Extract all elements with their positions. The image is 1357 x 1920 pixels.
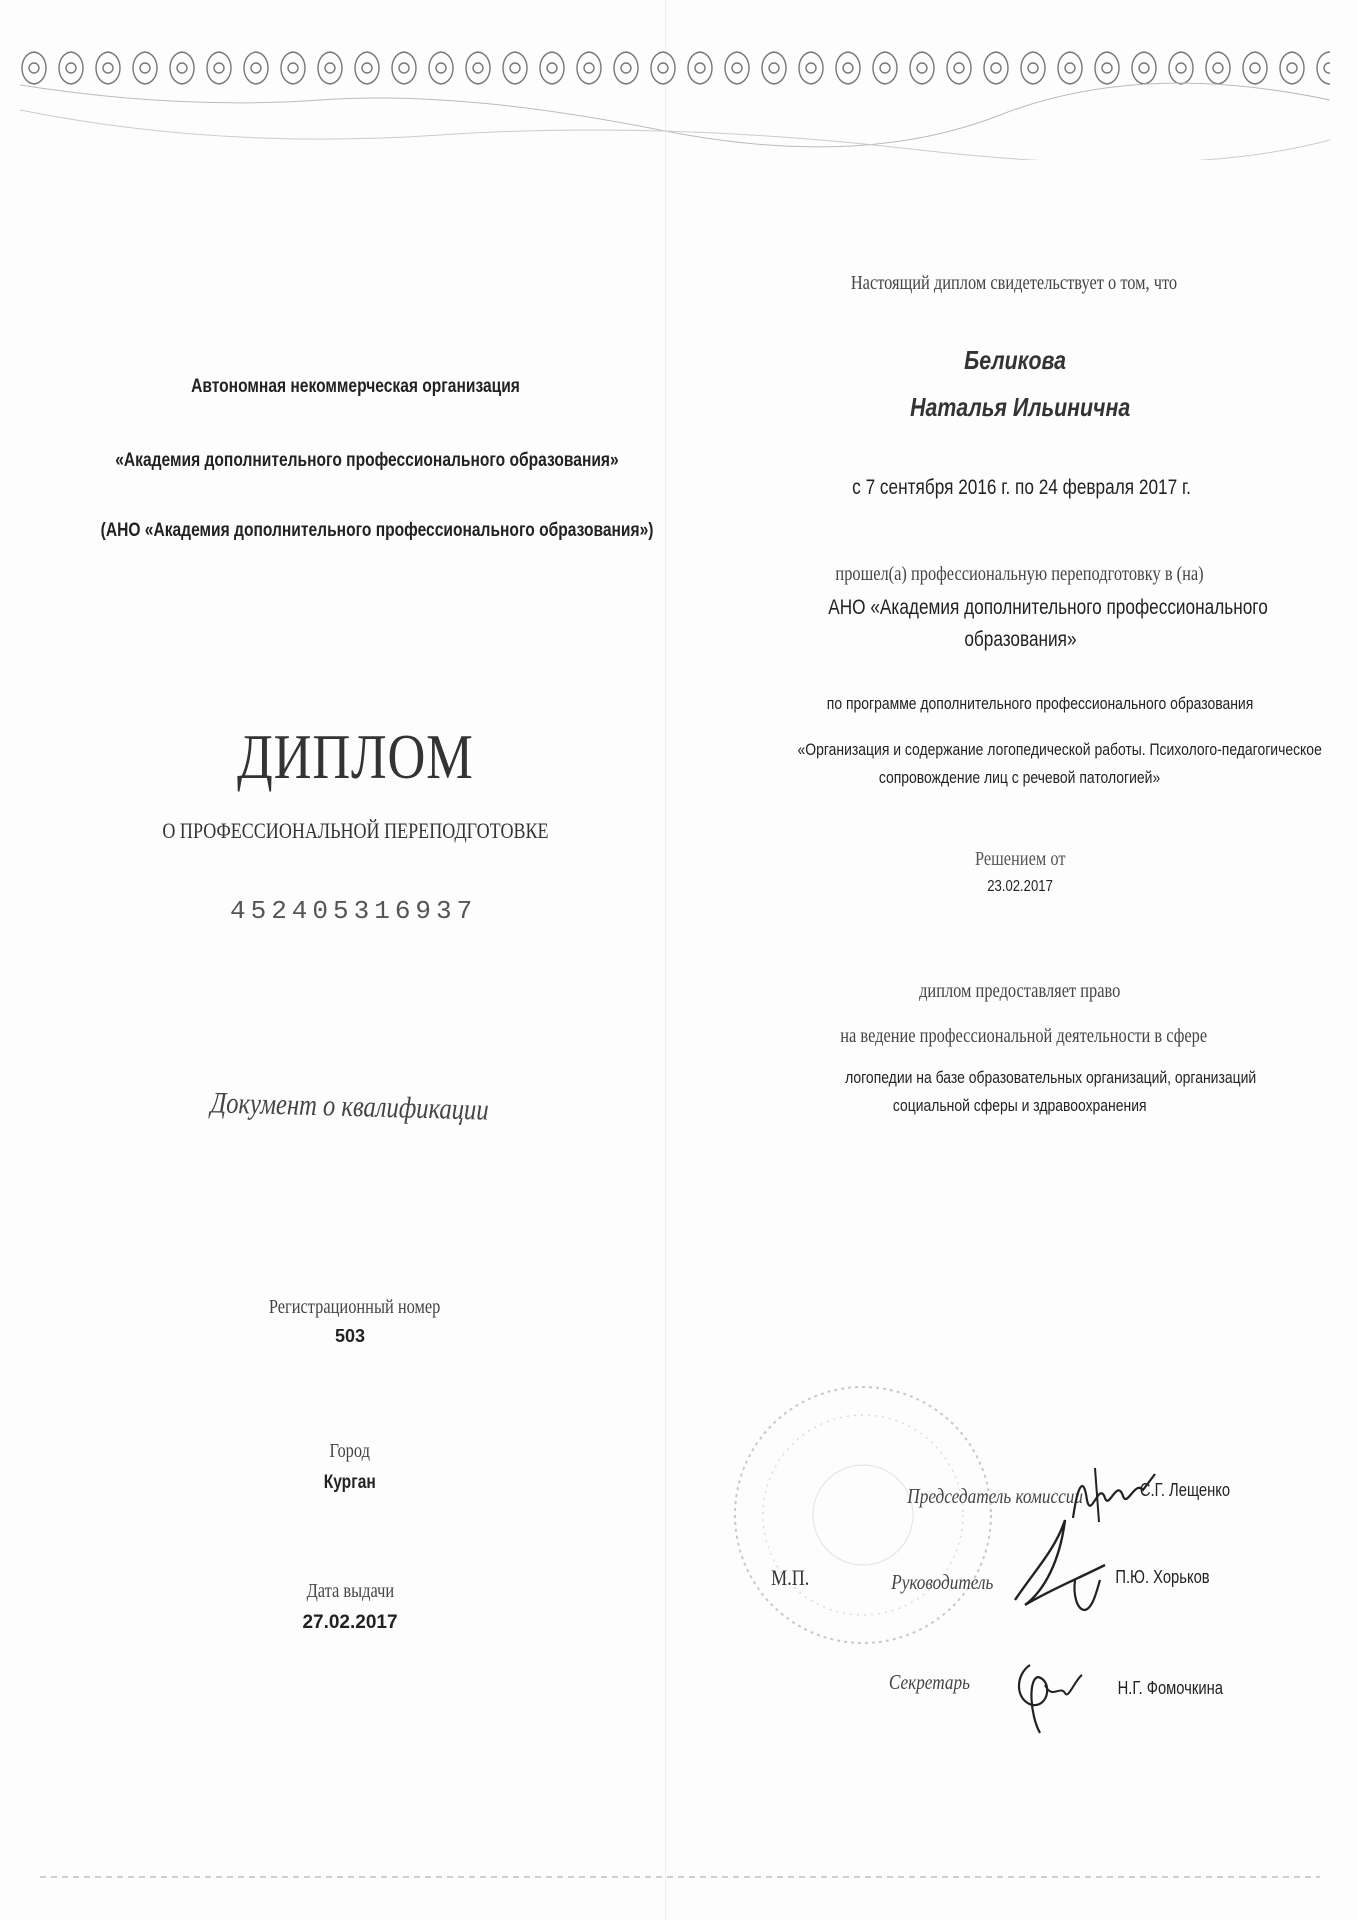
ornament-motif	[1169, 52, 1193, 84]
program-label: по программе дополнительного профессионального образования	[826, 694, 1254, 713]
ornament-motif	[873, 52, 897, 84]
ornament-motif	[762, 52, 786, 84]
ornament-motif	[725, 52, 749, 84]
ornament-motif-center	[991, 63, 1001, 73]
fold-line	[665, 0, 666, 1920]
ornament-motif-center	[732, 63, 742, 73]
ornament-motif	[799, 52, 823, 84]
holder-surname: Беликова	[964, 345, 1066, 375]
ornament-motif-center	[769, 63, 779, 73]
ornament-motif-center	[1287, 63, 1297, 73]
ornament-motif-center	[880, 63, 890, 73]
ornament-motif	[910, 52, 934, 84]
ornament-motif	[96, 52, 120, 84]
ornament-motif-center	[29, 63, 39, 73]
registration-number: 503	[334, 1326, 366, 1346]
holder-given-names: Наталья Ильинична	[909, 392, 1131, 422]
ornament-motif-center	[1028, 63, 1038, 73]
ornament-motif	[318, 52, 342, 84]
ornament-motif-center	[1213, 63, 1223, 73]
ornament-motif	[133, 52, 157, 84]
ornament-motif	[614, 52, 638, 84]
ornament-motif	[688, 52, 712, 84]
ornament-motif	[22, 52, 46, 84]
decision-date: 23.02.2017	[987, 878, 1053, 895]
bottom-edge-line	[40, 1876, 1320, 1878]
head-signature	[1005, 1510, 1115, 1620]
city-value: Курган	[323, 1472, 377, 1493]
ornament-motif	[651, 52, 675, 84]
program-name-line2: сопровождение лиц с речевой патологией»	[879, 768, 1161, 787]
official-seal	[728, 1380, 998, 1650]
org-name-line2: «Академия дополнительного профессионального образования»	[115, 450, 619, 471]
ornament-motif-center	[1139, 63, 1149, 73]
ornament-motif-center	[103, 63, 113, 73]
right-grants-line1: диплом предоставляет право	[919, 980, 1121, 1002]
ornament-motif	[1280, 52, 1304, 84]
ornament-motif	[281, 52, 305, 84]
ornament-border	[20, 40, 1330, 160]
ornament-motif	[984, 52, 1008, 84]
secretary-signature	[1010, 1655, 1090, 1740]
ornament-motif	[244, 52, 268, 84]
issue-date-value: 27.02.2017	[302, 1612, 398, 1633]
ornament-motif	[540, 52, 564, 84]
ornament-motif	[1021, 52, 1045, 84]
head-name: П.Ю. Хорьков	[1115, 1567, 1210, 1587]
chair-role: Председатель комиссии	[907, 1484, 1083, 1508]
ornament-motif-center	[547, 63, 557, 73]
ornament-motif-center	[288, 63, 298, 73]
ornament-motif	[1095, 52, 1119, 84]
certifies-text: Настоящий диплом свидетельствует о том, что	[850, 272, 1178, 294]
ornament-motif-center	[399, 63, 409, 73]
ornament-motif	[170, 52, 194, 84]
ornament-motif-center	[1102, 63, 1112, 73]
right-grants-line2: на ведение профессиональной деятельности в сфере	[840, 1025, 1208, 1047]
serial-number: 452405316937	[230, 896, 478, 926]
qualification-document-label: Документ о квалификации	[210, 1086, 490, 1127]
ornament-motif-center	[1324, 63, 1330, 73]
ornament-motif-center	[140, 63, 150, 73]
ornament-motif-center	[917, 63, 927, 73]
ornament-motif	[1243, 52, 1267, 84]
ornament-motif-center	[214, 63, 224, 73]
passed-retraining-text: прошел(а) профессиональную переподготовку в (на)	[835, 563, 1205, 585]
ornament-motif	[429, 52, 453, 84]
city-label: Город	[329, 1440, 371, 1462]
ornament-motif-center	[251, 63, 261, 73]
professional-sphere-line1: логопедии на базе образовательных организаций, организаций	[845, 1068, 1257, 1087]
registration-label: Регистрационный номер	[269, 1296, 441, 1318]
diploma-title: ДИПЛОМ	[236, 721, 474, 792]
stamp-placeholder-label: М.П.	[770, 1565, 810, 1590]
issue-date-label: Дата выдачи	[306, 1580, 394, 1602]
ornament-motif-center	[362, 63, 372, 73]
ornament-motif-center	[954, 63, 964, 73]
decision-label: Решением от	[974, 848, 1066, 870]
ornament-motif-center	[66, 63, 76, 73]
chair-name: С.Г. Лещенко	[1139, 1480, 1231, 1500]
ornament-motif	[392, 52, 416, 84]
ornament-motif	[207, 52, 231, 84]
ornament-motif-center	[1176, 63, 1186, 73]
ornament-motif-center	[806, 63, 816, 73]
head-role: Руководитель	[891, 1570, 994, 1594]
ornament-motif-center	[843, 63, 853, 73]
ornament-motif-center	[510, 63, 520, 73]
ornament-motif-center	[658, 63, 668, 73]
diploma-subtitle: О ПРОФЕССИОНАЛЬНОЙ ПЕРЕПОДГОТОВКЕ	[162, 818, 549, 843]
ornament-motif	[836, 52, 860, 84]
ornament-motif	[1058, 52, 1082, 84]
secretary-name: Н.Г. Фомочкина	[1117, 1678, 1223, 1698]
ornament-motif	[1132, 52, 1156, 84]
ornament-motif	[59, 52, 83, 84]
study-period: с 7 сентября 2016 г. по 24 февраля 2017 г.	[852, 476, 1191, 499]
ornament-motif	[947, 52, 971, 84]
program-name-line1: «Организация и содержание логопедической работы. Психолого-педагогическое	[797, 740, 1322, 759]
ornament-motif	[466, 52, 490, 84]
ornament-motif-center	[695, 63, 705, 73]
ornament-motif-center	[177, 63, 187, 73]
ornament-motif-center	[436, 63, 446, 73]
org-name-line1: Автономная некоммерческая организация	[190, 376, 520, 397]
institution-line1: АНО «Академия дополнительного профессионального	[828, 596, 1268, 619]
professional-sphere-line2: социальной сферы и здравоохранения	[893, 1096, 1147, 1115]
ornament-motif	[503, 52, 527, 84]
org-name-line3: (АНО «Академия дополнительного профессионального образования»)	[100, 520, 654, 541]
ornament-motif-center	[1065, 63, 1075, 73]
ornament-motif	[577, 52, 601, 84]
institution-line2: образования»	[963, 628, 1077, 651]
ornament-motif-center	[325, 63, 335, 73]
secretary-role: Секретарь	[888, 1670, 970, 1694]
ornament-motif	[355, 52, 379, 84]
ornament-motif	[1206, 52, 1230, 84]
ornament-motif-center	[621, 63, 631, 73]
ornament-motif-center	[1250, 63, 1260, 73]
ornament-motif-center	[584, 63, 594, 73]
ornament-motif-center	[473, 63, 483, 73]
